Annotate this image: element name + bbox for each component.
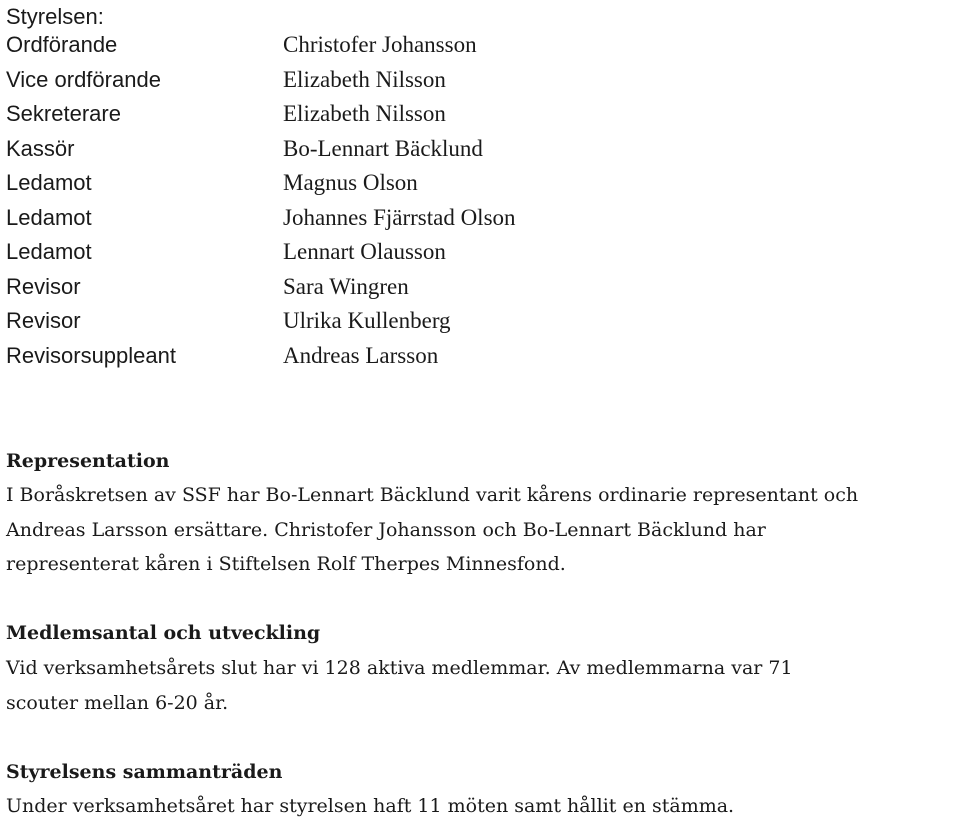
member-name: Bo-Lennart Bäcklund [283,135,483,161]
paragraph-line: I Boråskretsen av SSF har Bo-Lennart Bäcklund varit kårens ordinarie representant och [6,484,859,506]
member-name: Elizabeth Nilsson [283,101,446,126]
member-name: Ulrika Kullenberg [283,308,451,333]
paragraph-line: Andreas Larsson ersättare. Christofer Johansson och Bo-Lennart Bäcklund har [6,518,766,541]
board-member-row [0,166,960,201]
paragraph-line: Under verksamhetsåret har styrelsen haft 11 möten samt hållit en stämma. [6,795,735,817]
member-role: Vice ordförande [6,66,161,92]
board-member-row [0,235,960,270]
paragraph-line: scouter mellan 6-20 år. [6,691,229,714]
paragraph-line: Vid verksamhetsårets slut har vi 128 aktiva medlemmar. Av medlemmarna var 71 [6,657,793,679]
board-member-row [0,28,960,63]
member-role: Kassör [6,135,75,161]
member-name: Andreas Larsson [283,342,439,368]
member-role: Ledamot [6,170,92,195]
representation-heading: Representation [6,450,170,472]
member-role: Ledamot [6,204,92,230]
board-heading: Styrelsen: [6,4,104,29]
meetings-paragraph [6,789,960,824]
board-member-row [0,270,960,305]
member-role: Revisor [6,273,81,299]
representation-paragraph [6,478,960,582]
meetings-heading: Styrelsens sammanträden [6,761,283,783]
board-member-row [0,132,960,167]
board-member-row [0,339,960,374]
member-name: Sara Wingren [283,273,409,299]
board-member-row [0,97,960,132]
member-role: Sekreterare [6,101,121,126]
member-role: Revisor [6,308,81,333]
board-member-list [0,28,960,373]
paragraph-line: representerat kåren i Stiftelsen Rolf Therpes Minnesfond. [6,553,566,575]
member-role: Ledamot [6,239,92,264]
board-member-row [0,304,960,339]
member-name: Johannes Fjärrstad Olson [283,204,516,230]
member-name: Lennart Olausson [283,239,446,264]
member-role: Ordförande [6,32,118,57]
membership-heading: Medlemsantal och utveckling [6,622,321,644]
member-name: Elizabeth Nilsson [283,66,446,92]
board-member-row [0,201,960,236]
board-member-row [0,63,960,98]
member-role: Revisorsuppleant [6,342,176,368]
member-name: Christofer Johansson [283,32,477,57]
member-name: Magnus Olson [283,170,418,195]
membership-paragraph [6,651,960,720]
